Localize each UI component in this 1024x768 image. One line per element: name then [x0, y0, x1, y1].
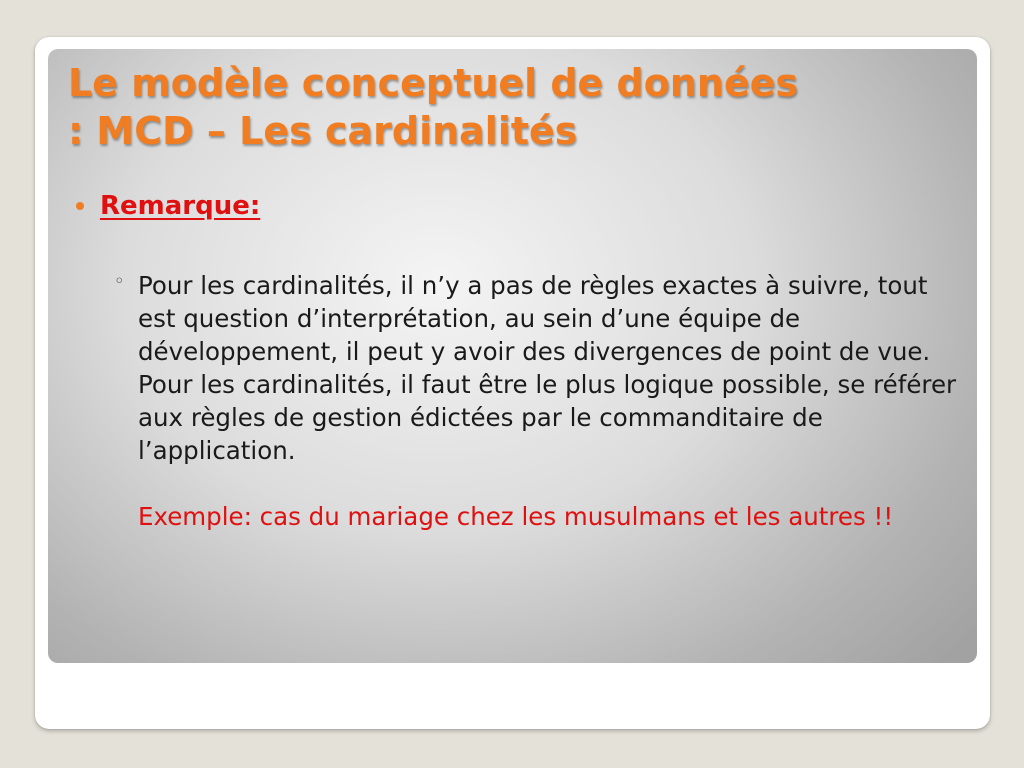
paragraph-logic: Pour les cardinalités, il faut être le plus logique possible, se référer aux règles de gestion édictées par le commanditaire de l’application. [138, 370, 957, 465]
slide-title [68, 59, 968, 155]
slide-body-text [138, 269, 968, 533]
title-line-2: : MCD – Les cardinalités [68, 109, 578, 153]
remark-bullet [76, 191, 260, 221]
slide-content-panel [48, 49, 977, 663]
bullet-dot-icon [76, 202, 84, 210]
sub-bullet-icon: ◦ [114, 271, 125, 292]
paragraph-divergences: Pour les cardinalités, il n’y a pas de règles exactes à suivre, tout est question d’interprétation, au sein d’une équipe de développement, il peut y avoir des divergences de point de vue. [138, 271, 931, 366]
example-text: Exemple: cas du mariage chez les musulmans et les autres !! [138, 502, 894, 531]
remark-label: Remarque: [100, 191, 261, 221]
title-line-1: Le modèle conceptuel de données [68, 61, 799, 105]
